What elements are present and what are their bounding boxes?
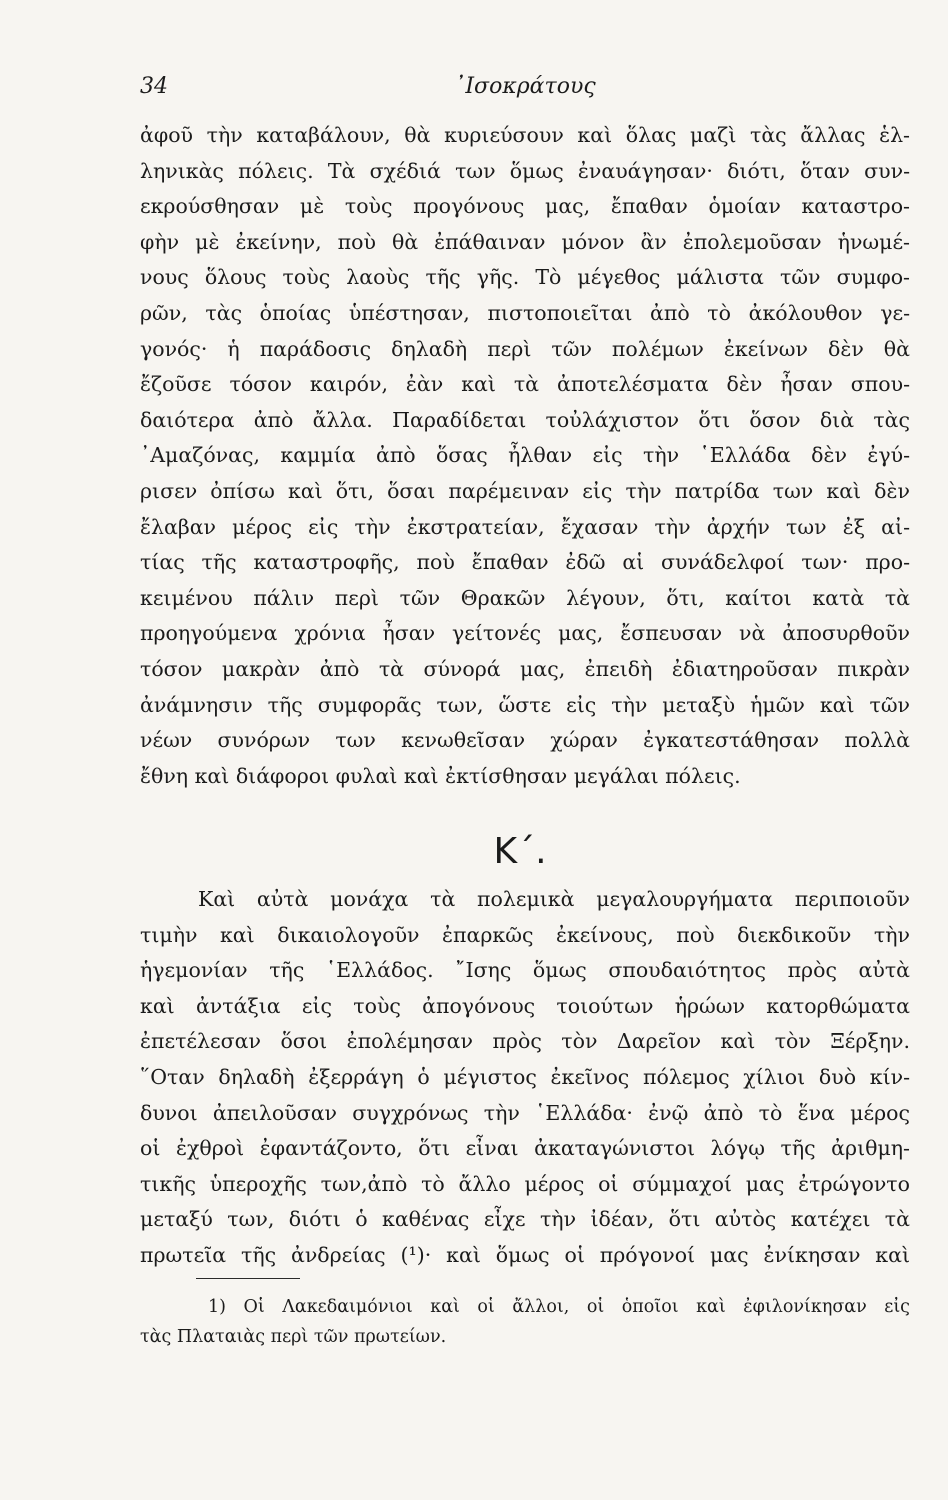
text-line: ἔζοῦσε τόσον καιρόν, ἐὰν καὶ τὰ ἀποτελέσματα δὲν ἦσαν σπου- bbox=[140, 372, 910, 397]
footnote-line: 1) Οἱ Λακεδαιμόνιοι καὶ οἱ ἄλλοι, οἱ ὁποῖοι καὶ ἐφιλονίκησαν εἰς bbox=[208, 1297, 910, 1317]
text-line: ῞Οταν δηλαδὴ ἐξερράγη ὁ μέγιστος ἐκεῖνος πόλεμος χίλιοι δυὸ κίν- bbox=[140, 1064, 910, 1089]
text-line: τιμὴν καὶ δικαιολογοῦν ἐπαρκῶς ἐκείνους, ποὺ διεκδικοῦν τὴν bbox=[140, 922, 910, 947]
footnote-line: τὰς Πλαταιὰς περὶ τῶν πρωτείων. bbox=[140, 1327, 447, 1347]
text-line: καὶ ἀντάξια εἰς τοὺς ἀπογόνους τοιούτων ἡρώων κατορθώματα bbox=[140, 993, 910, 1018]
text-line: ληνικὰς πόλεις. Τὰ σχέδιά των ὅμως ἐναυάγησαν· διότι, ὅταν συν- bbox=[140, 158, 910, 183]
text-line: ἔλαβαν μέρος εἰς τὴν ἐκστρατείαν, ἔχασαν τὴν ἀρχήν των ἐξ αἰ- bbox=[140, 514, 910, 539]
page-header bbox=[140, 74, 910, 106]
text-line: μεταξύ των, διότι ὁ καθένας εἶχε τὴν ἰδέαν, ὅτι αὐτὸς κατέχει τὰ bbox=[140, 1207, 910, 1232]
text-line: νους ὅλους τοὺς λαοὺς τῆς γῆς. Τὸ μέγεθος μάλιστα τῶν συμφο- bbox=[140, 265, 910, 290]
text-line: τικῆς ὑπεροχῆς των,ἀπὸ τὸ ἄλλο μέρος οἱ σύμμαχοί μας ἐτρώγοντο bbox=[140, 1171, 910, 1196]
text-line: εκρούσθησαν μὲ τοὺς προγόνους μας, ἔπαθαν ὁμοίαν καταστρο- bbox=[140, 194, 910, 219]
section-heading: Κ΄. bbox=[493, 831, 547, 872]
text-line: προηγούμενα χρόνια ἦσαν γείτονές μας, ἔσπευσαν νὰ ἀποσυρθοῦν bbox=[140, 621, 910, 646]
text-line: Καὶ αὐτὰ μονάχα τὰ πολεμικὰ μεγαλουργήματα περιποιοῦν bbox=[198, 887, 910, 911]
text-line: δυνοι ἀπειλοῦσαν συγχρόνως τὴν ῾Ελλάδα· ἐνῷ ἀπὸ τὸ ἕνα μέρος bbox=[140, 1100, 910, 1125]
text-line: τόσον μακρὰν ἀπὸ τὰ σύνορά μας, ἐπειδὴ ἐδιατηροῦσαν πικρὰν bbox=[140, 656, 910, 681]
footnote-divider bbox=[196, 1278, 300, 1279]
text-line: γονός· ἡ παράδοσις δηλαδὴ περὶ τῶν πολέμων ἐκείνων δὲν θὰ bbox=[140, 336, 910, 361]
text-line: φὴν μὲ ἐκείνην, ποὺ θὰ ἐπάθαιναν μόνον ἂν ἐπολεμοῦσαν ἡνωμέ- bbox=[140, 229, 910, 254]
text-line: οἱ ἐχθροὶ ἐφαντάζοντο, ὅτι εἶναι ἀκαταγώνιστοι λόγῳ τῆς ἀριθμη- bbox=[140, 1136, 910, 1161]
running-title: ᾿Ισοκράτους bbox=[454, 74, 596, 99]
text-line: ἀφοῦ τὴν καταβάλουν, θὰ κυριεύσουν καὶ ὅλας μαζὶ τὰς ἄλλας ἑλ- bbox=[140, 123, 910, 147]
text-line: ᾿Αμαζόνας, καμμία ἀπὸ ὅσας ἦλθαν εἰς τὴν ῾Ελλάδα δὲν ἐγύ- bbox=[140, 443, 910, 468]
text-line: νέων συνόρων των κενωθεῖσαν χώραν ἐγκατεστάθησαν πολλὰ bbox=[140, 728, 910, 753]
text-line: κειμένου πάλιν περὶ τῶν Θρακῶν λέγουν, ὅτι, καίτοι κατὰ τὰ bbox=[140, 585, 910, 610]
paragraph-section-2 bbox=[140, 882, 910, 1274]
text-line: ἀνάμνησιν τῆς συμφορᾶς των, ὥστε εἰς τὴν μεταξὺ ἡμῶν καὶ τῶν bbox=[140, 692, 910, 717]
paragraph-section-1 bbox=[140, 118, 910, 794]
footnotes bbox=[140, 1292, 910, 1352]
page-number: 34 bbox=[140, 74, 168, 99]
text-line: πρωτεῖα τῆς ἀνδρείας (¹)· καὶ ὅμως οἱ πρόγονοί μας ἐνίκησαν καὶ bbox=[140, 1242, 910, 1267]
text-line: ἐπετέλεσαν ὅσοι ἐπολέμησαν πρὸς τὸν Δαρεῖον καὶ τὸν Ξέρξην. bbox=[140, 1029, 910, 1054]
text-line: ἡγεμονίαν τῆς ῾Ελλάδος. ῎Ισης ὅμως σπουδαιότητος πρὸς αὐτὰ bbox=[140, 958, 910, 983]
text-line: ρισεν ὀπίσω καὶ ὅτι, ὅσαι παρέμειναν εἰς τὴν πατρίδα των καὶ δὲν bbox=[140, 478, 910, 503]
text-line: δαιότερα ἀπὸ ἄλλα. Παραδίδεται τοὐλάχιστον ὅτι ὅσον διὰ τὰς bbox=[140, 407, 910, 432]
text-line: ἔθνη καὶ διάφοροι φυλαὶ καὶ ἐκτίσθησαν μεγάλαι πόλεις. bbox=[140, 763, 741, 788]
text-line: ρῶν, τὰς ὁποίας ὑπέστησαν, πιστοποιεῖται ἀπὸ τὸ ἀκόλουθον γε- bbox=[140, 300, 910, 325]
text-line: τίας τῆς καταστροφῆς, ποὺ ἔπαθαν ἐδῶ αἱ συνάδελφοί των· προ- bbox=[140, 550, 910, 575]
